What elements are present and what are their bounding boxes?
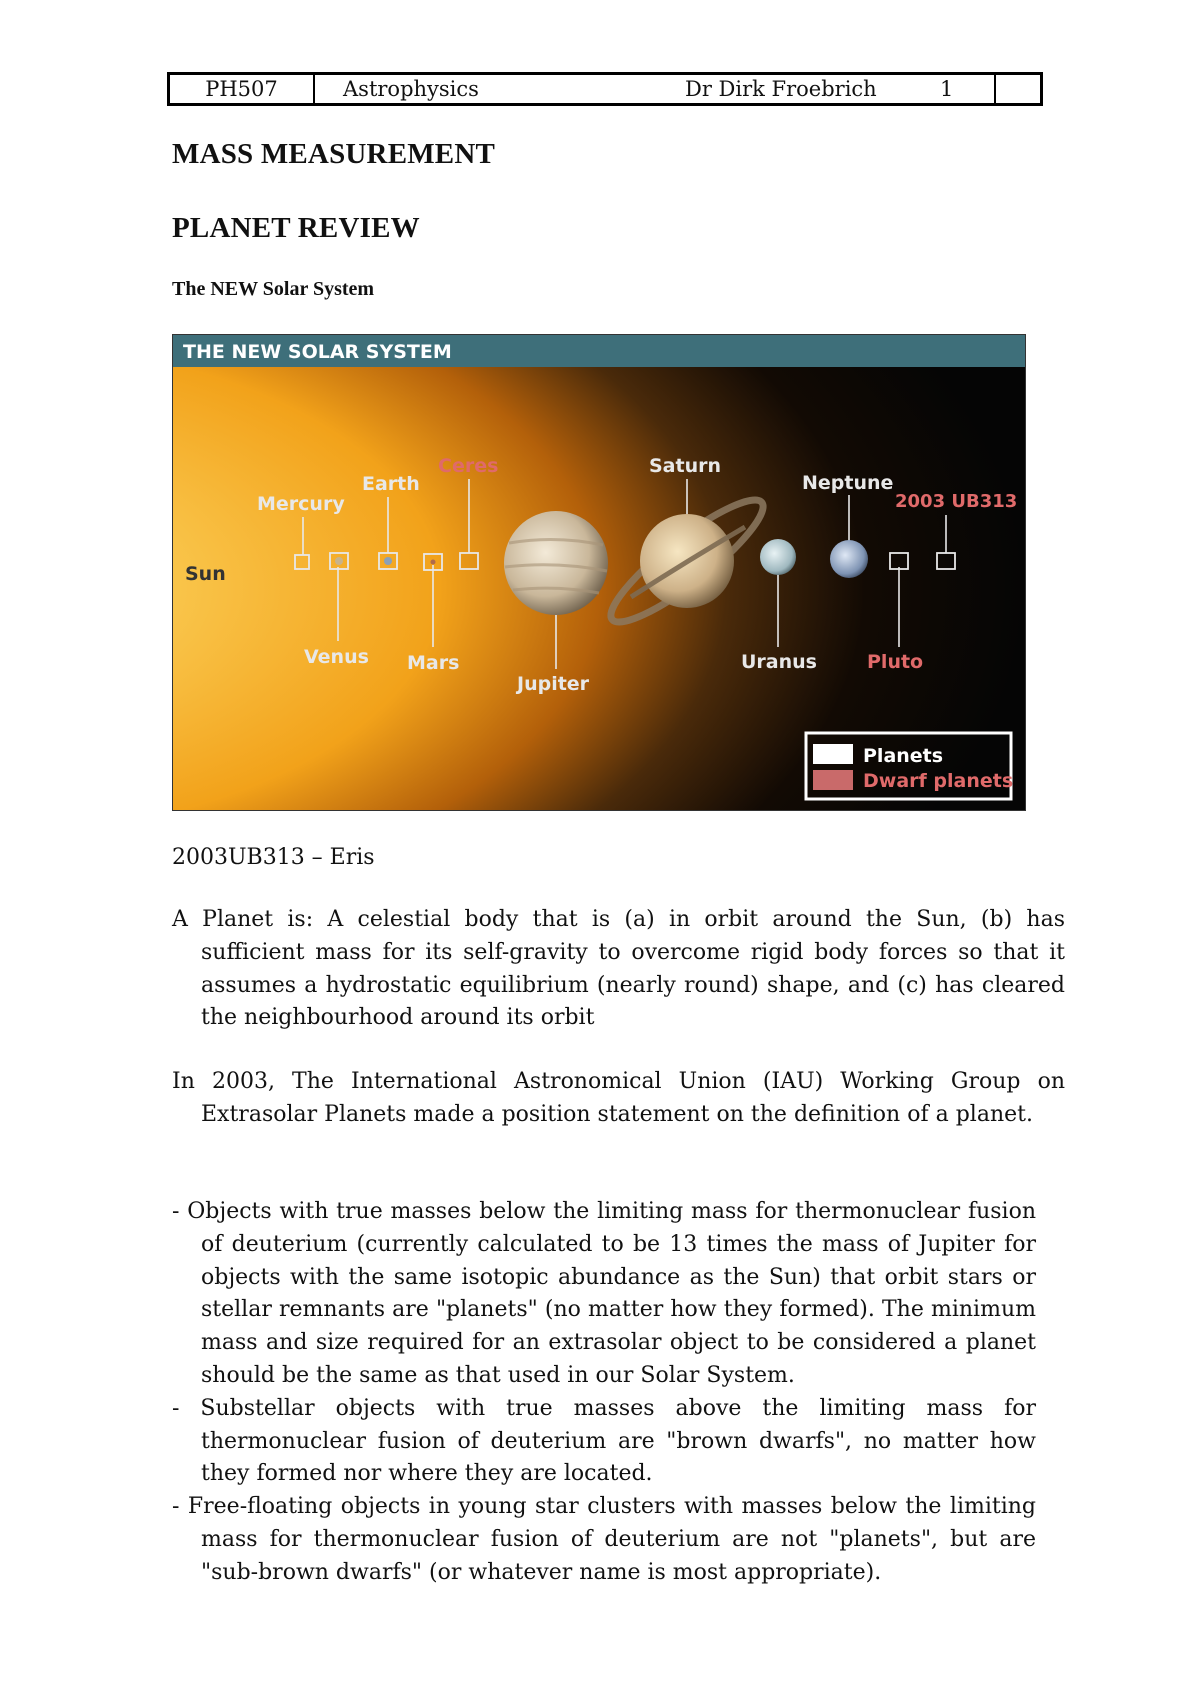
label-saturn: Saturn bbox=[649, 455, 722, 477]
label-earth: Earth bbox=[362, 473, 420, 495]
label-neptune: Neptune bbox=[802, 472, 894, 494]
legend-planets-label: Planets bbox=[863, 745, 944, 767]
label-sun: Sun bbox=[185, 563, 226, 585]
lecturer-name: Dr Dirk Froebrich bbox=[685, 77, 877, 101]
label-jupiter: Jupiter bbox=[517, 673, 590, 695]
iau-statement: In 2003, The International Astronomical Union (IAU) Working Group on Extrasolar Planets made a position statement on the definition of a planet. bbox=[172, 1069, 1065, 1127]
legend-dwarf-swatch bbox=[813, 770, 853, 790]
uranus-planet bbox=[760, 539, 796, 575]
neptune-planet bbox=[830, 540, 868, 578]
label-mercury: Mercury bbox=[257, 493, 345, 515]
list-item: - Free-floating objects in young star clusters with masses below the limiting mass for thermonuclear fusion of deuterium are not "planets", but are "sub-brown dwarfs" (or whatever name is most appropriate). bbox=[172, 1494, 1036, 1585]
criteria-list bbox=[172, 1196, 1036, 1590]
solar-system-figure bbox=[172, 334, 1026, 811]
list-item: - Substellar objects with true masses above the limiting mass for thermonuclear fusion of deuterium are "brown dwarfs", no matter how they formed nor where they are located. bbox=[172, 1395, 1036, 1487]
jupiter-planet bbox=[504, 511, 608, 615]
planet-definition: A Planet is: A celestial body that is (a) in orbit around the Sun, (b) has sufficient mass for its self-gravity to overcome rigid body forces so that it assumes a hydrostatic equilibrium (nearly round) shape, and (c) has cleared the neighbourhood around its orbit bbox=[172, 907, 1065, 1031]
course-code: PH507 bbox=[170, 75, 315, 103]
label-2003ub313: 2003 UB313 bbox=[895, 491, 1018, 512]
legend-dwarf-label: Dwarf planets bbox=[863, 770, 1014, 792]
list-item: - Objects with true masses below the limiting mass for thermonuclear fusion of deuterium (currently calculated to be 13 times the mass of Jupiter for objects with the same isotopic abundance as the Sun) that orbit stars or stellar remnants are "planets" (no matter how they formed). The minimum mass and size required for an extrasolar object to be considered a planet should be the same as that used in our Solar System. bbox=[172, 1199, 1036, 1388]
label-venus: Venus bbox=[304, 646, 369, 668]
section-title: MASS MEASUREMENT bbox=[172, 138, 496, 170]
figure-caption: The NEW Solar System bbox=[172, 278, 375, 300]
legend-planets-swatch bbox=[813, 744, 853, 764]
header-empty-cell bbox=[996, 75, 1040, 103]
subsection-title: PLANET REVIEW bbox=[172, 212, 420, 244]
course-name: Astrophysics bbox=[343, 77, 479, 101]
banner-title: THE NEW SOLAR SYSTEM bbox=[183, 341, 452, 363]
label-uranus: Uranus bbox=[741, 651, 817, 673]
document-header bbox=[167, 72, 1043, 106]
eris-line: 2003UB313 – Eris bbox=[172, 845, 375, 870]
label-ceres: Ceres bbox=[438, 455, 499, 477]
page-number: 1 bbox=[940, 75, 996, 103]
label-pluto: Pluto bbox=[867, 651, 924, 673]
label-mars: Mars bbox=[407, 652, 460, 674]
